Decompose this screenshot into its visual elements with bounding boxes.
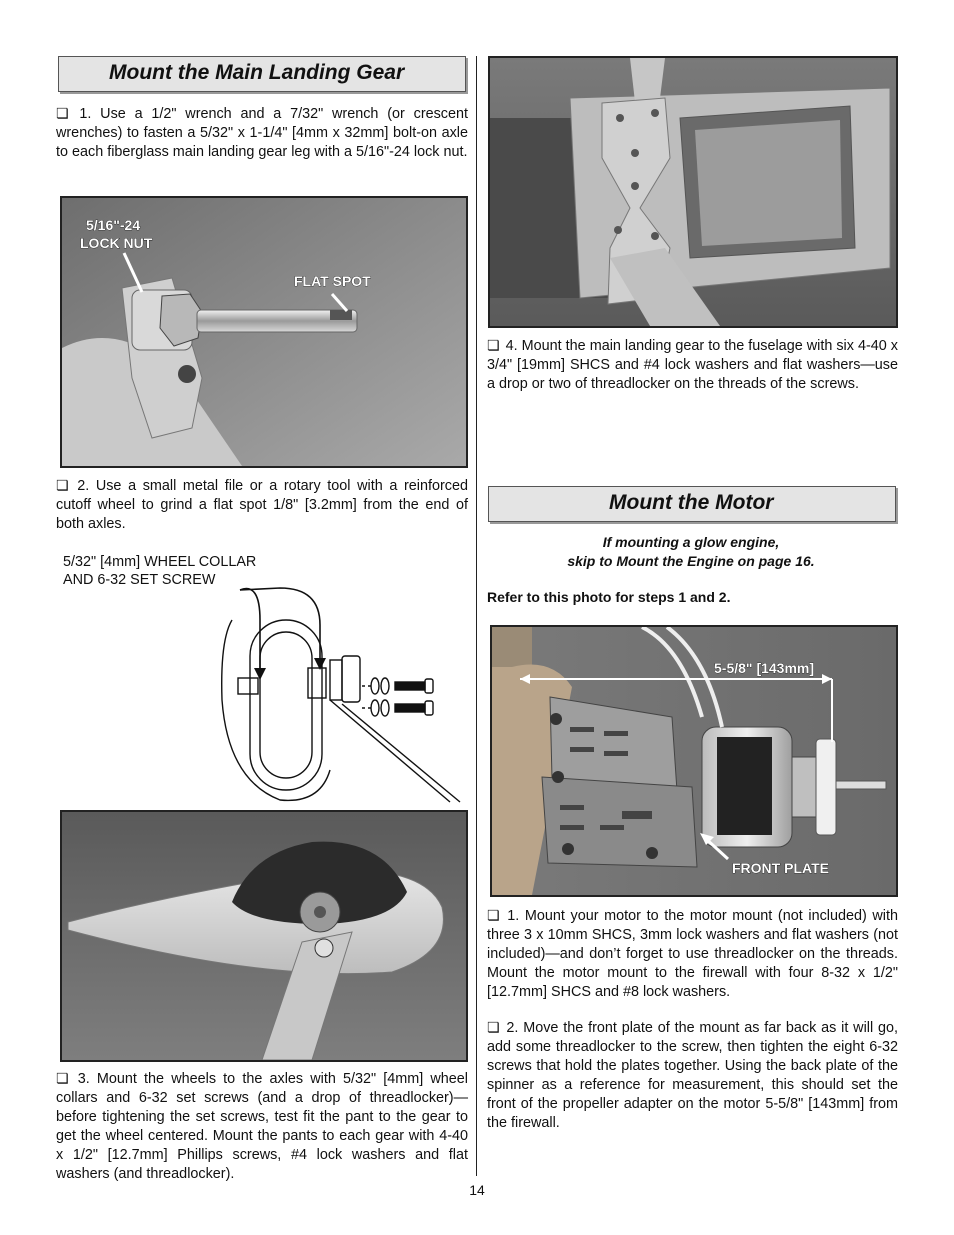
refer-photo-text: Refer to this photo for steps 1 and 2. [487,589,731,605]
step-3-paragraph [56,1069,468,1184]
landing-gear-heading: Mount the Main Landing Gear [109,61,405,84]
checkbox-icon[interactable]: ❏ [56,1070,69,1086]
column-divider [476,56,477,1176]
motor-step-2-text: 2. Move the front plate of the mount as far back as it will go, add some threadlocker to the screw, then tighten the eight 6-32 screws that hold the plates together. Using the back plate of the spinner as a reference for measurement, this should set the front of the propeller adapter on the motor 5-5/8" [143mm] from the firewall. [487,1020,899,1131]
step-3-text: 3. Mount the wheels to the axles with 5/32" [4mm] wheel collars and 6-32 set screws (and a drop of threadlocker)— before tightening the set screws, test fit the pant to the gear to get the wheel centered. Mount the pants to each gear with 4-40 x 1/2" [12.7mm] Phillips screws, #4 lock washers and flat washers (and threadlocker). [56,1071,469,1182]
checkbox-icon[interactable]: ❏ [56,105,69,121]
step-1-text: 1. Use a 1/2" wrench and a 7/32" wrench (or crescent wrenches) to fasten a 5/32" x 1-1/4" [4mm x 32mm] bolt-on axle to each fiberglass main landing gear leg with a 5/16"-24 lock nut. [56,106,469,160]
motor-step-2-paragraph [487,1018,898,1133]
wheel-collar-diagram [220,580,470,805]
fuselage-photo [488,56,898,328]
flat-spot-label: FLAT SPOT [294,273,371,289]
landing-gear-heading-box [58,56,466,92]
step-2-paragraph [56,476,468,534]
front-plate-label: FRONT PLATE [732,860,829,876]
motor-mount-photo [490,625,898,897]
motor-heading-box [488,486,896,522]
motor-heading: Mount the Motor [609,491,774,514]
step-4-text: 4. Mount the main landing gear to the fuselage with six 4-40 x 3/4" [19mm] SHCS and #4 lock washers and flat washers—use a drop or two of threadlocker on the threads of the screws. [487,338,899,392]
dimension-label: 5-5/8" [143mm] [714,660,815,676]
diagram-label-line1: 5/32" [4mm] WHEEL COLLAR [63,554,257,570]
note-line-2: skip to Mount the Engine on page 16. [567,553,815,569]
note-line-1: If mounting a glow engine, [602,534,780,550]
wheel-pant-photo [60,810,468,1062]
step-4-paragraph [487,336,898,394]
motor-step-1-paragraph [487,906,898,1002]
diagram-label-line2: AND 6-32 SET SCREW [63,572,216,588]
lock-nut-label-line2: LOCK NUT [80,235,153,251]
checkbox-icon[interactable]: ❏ [487,1019,500,1035]
checkbox-icon[interactable]: ❏ [56,477,69,493]
checkbox-icon[interactable]: ❏ [487,337,500,353]
step-2-text: 2. Use a small metal file or a rotary tool with a reinforced cutoff wheel to grind a flat spot 1/8" [3.2mm] from the end of both axles. [56,478,468,532]
step-1-paragraph [56,104,468,162]
glow-engine-note [488,533,894,571]
page-number: 14 [469,1182,485,1198]
lock-nut-label-line1: 5/16"-24 [86,217,141,233]
axle-photo [60,196,468,468]
motor-step-1-text: 1. Mount your motor to the motor mount (not included) with three 3 x 10mm SHCS, 3mm lock washers and flat washers (not included)—and don’t forget to use threadlocker on the threads. Mount the motor mount to the firewall with four 8-32 x 1/2" [12.7mm] SHCS and #8 lock washers. [487,908,898,1000]
checkbox-icon[interactable]: ❏ [487,907,500,923]
